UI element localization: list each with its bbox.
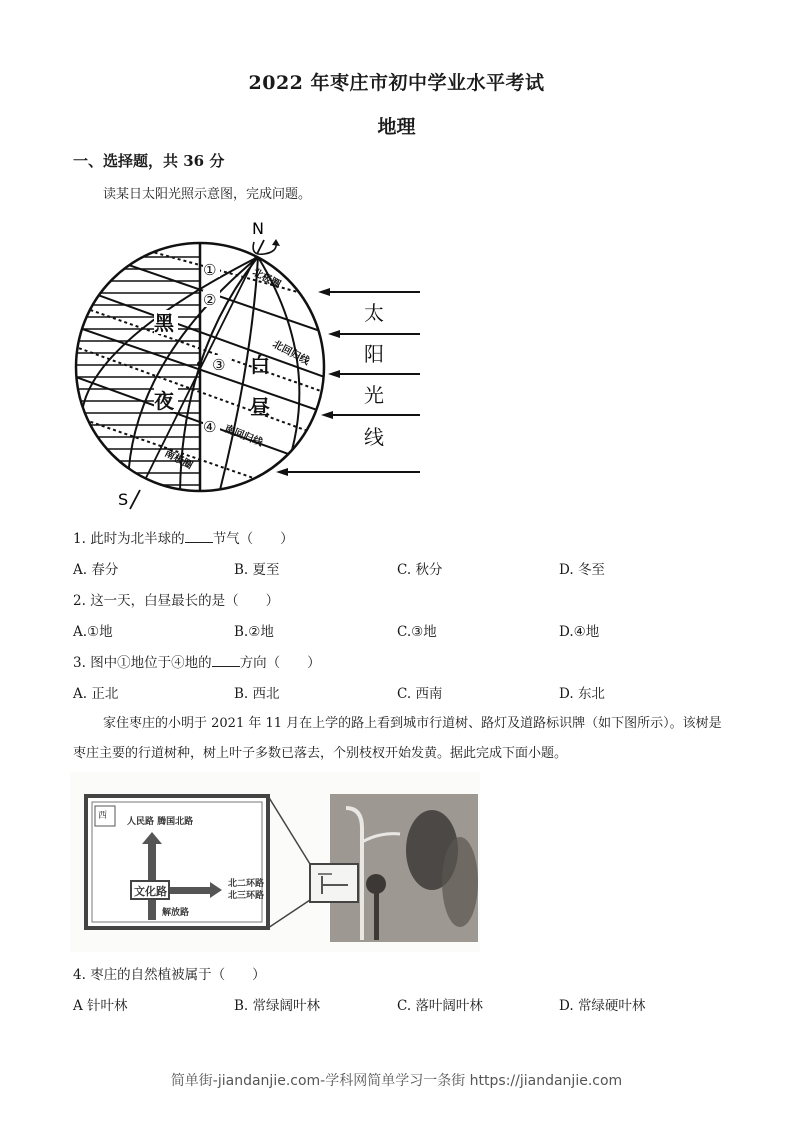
exam-title: 2022 年枣庄市初中学业水平考试 [248, 72, 545, 94]
option-text: ③地 [411, 624, 437, 640]
q3-option-a[interactable] [73, 682, 118, 702]
night-label-2: 夜 [154, 389, 174, 413]
question-number: 1. [73, 531, 86, 547]
point-1-marker: ① [203, 261, 217, 279]
sunlight-label-2: 阳 [364, 342, 384, 366]
option-text: 春分 [91, 562, 119, 578]
q4-option-a[interactable] [73, 994, 128, 1014]
option-text: ④地 [573, 624, 600, 640]
option-text: 针叶林 [87, 998, 128, 1014]
sign-east-road-2: 北三环路 [228, 891, 265, 901]
day-label-1: 白 [250, 353, 270, 377]
q1-option-c[interactable] [397, 558, 442, 578]
option-key: D. [559, 686, 574, 702]
sign-east-road-1: 北二环路 [228, 879, 265, 889]
sunlight-label-1: 太 [364, 301, 384, 325]
q2-option-c[interactable] [397, 620, 437, 640]
q2-option-a[interactable] [73, 620, 113, 640]
q2-option-b[interactable] [234, 620, 274, 640]
option-text: 夏至 [252, 562, 280, 578]
q1-option-b[interactable] [234, 558, 280, 578]
option-text: 常绿硬叶林 [577, 998, 646, 1014]
question-stem: 这一天，白昼最长的是（ ） [90, 593, 280, 609]
option-key: C. [397, 998, 412, 1014]
option-text: 西南 [415, 686, 443, 702]
q4-option-b[interactable] [234, 994, 320, 1014]
tropic-capricorn-label: 南回归线 [222, 423, 265, 449]
south-label: S [118, 490, 129, 509]
globe-illustration [72, 212, 432, 512]
day-label-2: 昼 [250, 395, 270, 419]
option-key: A. [73, 686, 88, 702]
arctic-circle-label: 北极圈 [250, 266, 283, 291]
section-heading: 一、选择题，共 36 分 [73, 152, 225, 170]
option-key: C. [397, 686, 412, 702]
question-stem: 图中①地位于④地的 [90, 655, 212, 671]
option-key: B. [234, 562, 249, 578]
question-stem: 此时为北半球的 [90, 531, 185, 547]
option-text: 西北 [252, 686, 280, 702]
option-key: D. [559, 998, 574, 1014]
q2-option-d[interactable] [559, 620, 599, 640]
sign-south-road: 解放路 [162, 908, 190, 918]
point-4-marker: ④ [203, 418, 217, 436]
point-3-marker: ③ [212, 356, 226, 374]
q3-option-d[interactable] [559, 682, 605, 702]
q1-option-d[interactable] [559, 558, 605, 578]
option-text: ①地 [87, 624, 113, 640]
option-key: C. [397, 562, 412, 578]
reading-passage: 家住枣庄的小明于 2021 年 11 月在上学的路上看到城市行道树、路灯及道路标识牌（如下图所示）。该树是枣庄主要的行道树种，树上叶子多数已落去，个别枝杈开始发黄。据此完成下面小题。 [73, 716, 722, 761]
option-text: 冬至 [577, 562, 605, 578]
q4-option-c[interactable] [397, 994, 483, 1014]
q4-option-d[interactable] [559, 994, 645, 1014]
question-number: 2. [73, 593, 86, 609]
q3-option-c[interactable] [397, 682, 442, 702]
sunlight-label-4: 线 [364, 425, 384, 449]
option-key: A [73, 998, 83, 1014]
option-text: 落叶阔叶林 [415, 998, 483, 1014]
question-2 [73, 589, 279, 609]
question-stem-end: 方向（ ） [239, 655, 321, 671]
footer-watermark: 简单街-jiandanjie.com-学科网简单学习一条街 https://jiandanjie.com [170, 1073, 623, 1089]
option-key: A. [73, 562, 88, 578]
option-key: C. [397, 624, 412, 640]
option-text: ②地 [248, 624, 274, 640]
figure-intro: 读某日太阳光照示意图，完成问题。 [103, 187, 312, 202]
sunlight-label-3: 光 [364, 383, 384, 407]
question-4 [73, 963, 266, 983]
tropic-cancer-label: 北回归线 [270, 338, 312, 368]
night-label-1: 黑 [154, 311, 174, 335]
sign-corner-label: 西 [98, 811, 108, 821]
sunlight-diagram [72, 212, 432, 512]
road-sign-illustration [70, 772, 480, 952]
answer-blank [212, 654, 240, 667]
question-stem: 枣庄的自然植被属于（ ） [90, 967, 266, 983]
road-sign-figure [70, 772, 480, 952]
option-key: B. [234, 624, 249, 640]
answer-blank [185, 530, 213, 543]
option-text: 正北 [91, 686, 119, 702]
q1-option-a[interactable] [73, 558, 118, 578]
point-2-marker: ② [203, 291, 217, 309]
question-number: 4. [73, 967, 86, 983]
option-key: B. [234, 998, 249, 1014]
option-text: 常绿阔叶林 [252, 998, 321, 1014]
exam-subject: 地理 [377, 116, 416, 138]
option-text: 东北 [577, 686, 605, 702]
north-label: N [252, 219, 264, 238]
q3-option-b[interactable] [234, 682, 280, 702]
question-1 [73, 527, 294, 547]
option-key: B. [234, 686, 249, 702]
option-text: 秋分 [415, 562, 443, 578]
sign-north-roads: 人民路 腾国北路 [127, 817, 194, 827]
question-stem-end: 节气（ ） [212, 531, 294, 547]
question-number: 3. [73, 655, 86, 671]
option-key: D. [559, 562, 574, 578]
option-key: D. [559, 624, 574, 640]
sign-center-road: 文化路 [134, 885, 167, 898]
option-key: A. [73, 624, 88, 640]
antarctic-circle-label: 南极圈 [162, 447, 195, 472]
question-3 [73, 651, 321, 671]
